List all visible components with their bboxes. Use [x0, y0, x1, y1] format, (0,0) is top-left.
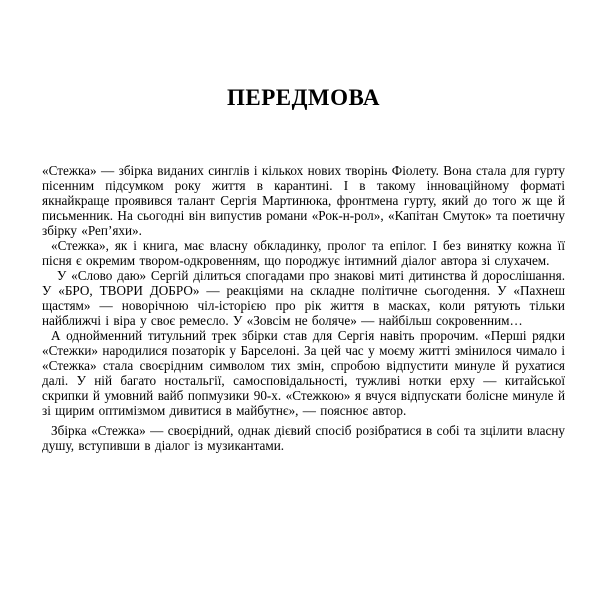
paragraph-intro: «Стежка» — збірка виданих синглів і кількох нових творінь Фіолету. Вона стала для гурту пісенним підсумком року життя в карантині. І в такому інноваційному форматі якнайкраще проявився талант Сергія Мартинюка, фронтмена гурту, який до того ж ще й письменник. На сьогодні він випустив романи «Рок-н-рол», «Капітан Смуток» та поетичну збірку «Реп’яхи». — [42, 163, 565, 238]
paragraph-track-descriptions: У «Слово даю» Сергій ділиться спогадами про знакові миті дитинства й дорослішання. У «БРО, ТВОРИ ДОБРО» — реакціями на складне політичне сьогодення. У «Пахнеш щастям» — новорічною чіл-історією про рік життя в масках, коли рятують тільки найближчі і віра у своє ремесло. У «Зовсім не боляче» — найбільш сокровенним… — [42, 268, 565, 328]
document-body — [42, 163, 565, 453]
paragraph-album-structure: «Стежка», як і книга, має власну обкладинку, пролог та епілог. І без винятку кожна її пісня є окремим твором-одкровенням, що породжує інтимний діалог автора зі слухачем. — [42, 238, 565, 268]
page-title: ПЕРЕДМОВА — [226, 85, 381, 110]
paragraph-conclusion: Збірка «Стежка» — своєрідний, однак дієвий спосіб розібратися в собі та зцілити власну душу, вступивши в діалог із музикантами. — [42, 423, 565, 453]
paragraph-title-track: А однойменний титульний трек збірки став для Сергія навіть пророчим. «Перші рядки «Стежки» народилися позаторік у Барселоні. За цей час у моєму житті змінилося чимало і «Стежка» стала своєрідним символом тих змін, спробою відпустити минуле й рухатися далі. У ній багато ностальгії, самосповідальності, тужливі нотки ерху — китайської скрипки й умовний вайб попмузики 90-х. «Стежкою» я вчуся відпускати болісне минуле й зі щирим оптимізмом дивитися в майбутнє», — пояснює автор. — [42, 328, 565, 418]
